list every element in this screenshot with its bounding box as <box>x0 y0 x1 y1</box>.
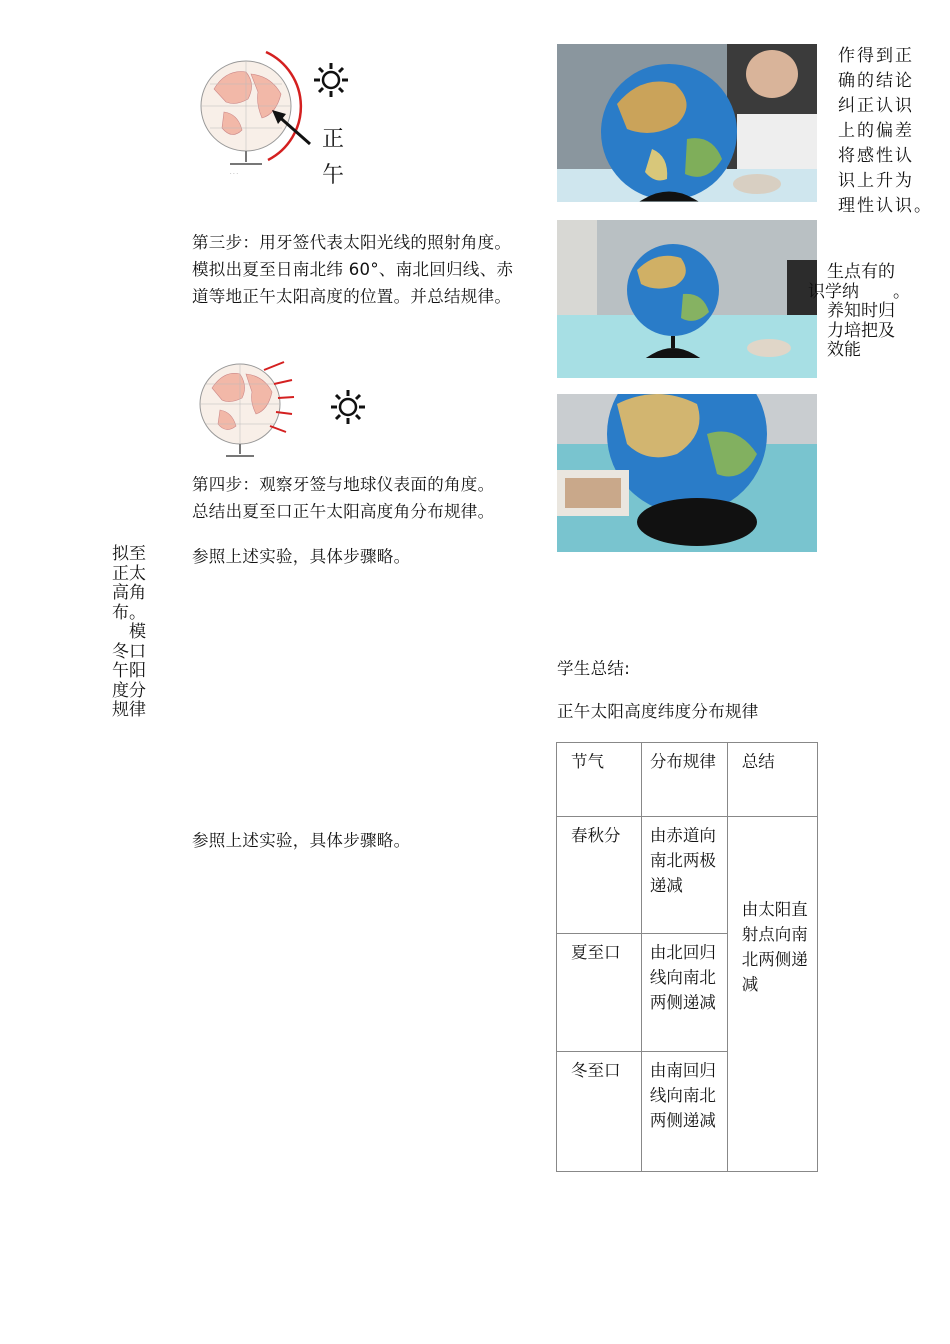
svg-text:· · ·: · · · <box>230 171 238 177</box>
term-cell: 冬至口 <box>557 1052 642 1172</box>
globe-icon <box>200 364 280 456</box>
rule-cell: 由南回归线向南北两侧递减 <box>641 1052 727 1172</box>
table-header-cell: 节气 <box>557 743 642 817</box>
table-row <box>557 817 818 934</box>
step3-text: 第三步：用牙签代表太阳光线的照射角度。 模拟出夏至日南北纬 60°、南北回归线、赤 道等地正午太阳高度的位置。并总结规律。 <box>192 233 514 306</box>
table-header-cell: 分布规律 <box>641 743 727 817</box>
term-cell: 夏至口 <box>557 934 642 1052</box>
rule-cell: 由赤道向南北两极递减 <box>641 817 727 934</box>
summary-cell: 由太阳直射点向南北两侧递减 <box>727 817 817 1172</box>
classroom-photo-2 <box>557 220 817 378</box>
refer-text-1: 参照上述实验，具体步骤略。 <box>192 547 411 566</box>
term-cell: 春秋分 <box>557 817 642 934</box>
sun-icon <box>314 63 348 97</box>
student-summary-label: 学生总结: <box>557 659 631 678</box>
summary-table <box>556 742 818 1172</box>
globe-icon <box>201 52 301 177</box>
left-side-note: 拟至 正太 高角 布。 模 冬口 午阳 度分 规律 <box>112 544 146 720</box>
table-header-row <box>557 743 818 817</box>
refer-text-2: 参照上述实验，具体步骤略。 <box>192 831 411 850</box>
table-title: 正午太阳高度纬度分布规律 <box>557 702 759 721</box>
right-side-note-1: 作得到正 确的结论 纠正认识 上的偏差 将感性认 识上升为 理性认识。 <box>838 46 933 216</box>
step4-text: 第四步：观察牙签与地球仪表面的角度。 总结出夏至口正午太阳高度角分布规律。 <box>192 475 495 521</box>
table-header-cell: 总结 <box>727 743 817 817</box>
noon-label: 正 午 <box>322 127 345 188</box>
rule-cell: 由北回归线向南北两侧递减 <box>641 934 727 1052</box>
sun-icon <box>331 390 365 424</box>
classroom-photo-3 <box>557 394 817 552</box>
classroom-photo-1 <box>557 44 817 202</box>
globe-illustration-toothpicks <box>196 352 376 467</box>
right-side-note-2: 生点有的 识学纳 。 养知时归 力培把及 效能 <box>808 262 910 360</box>
